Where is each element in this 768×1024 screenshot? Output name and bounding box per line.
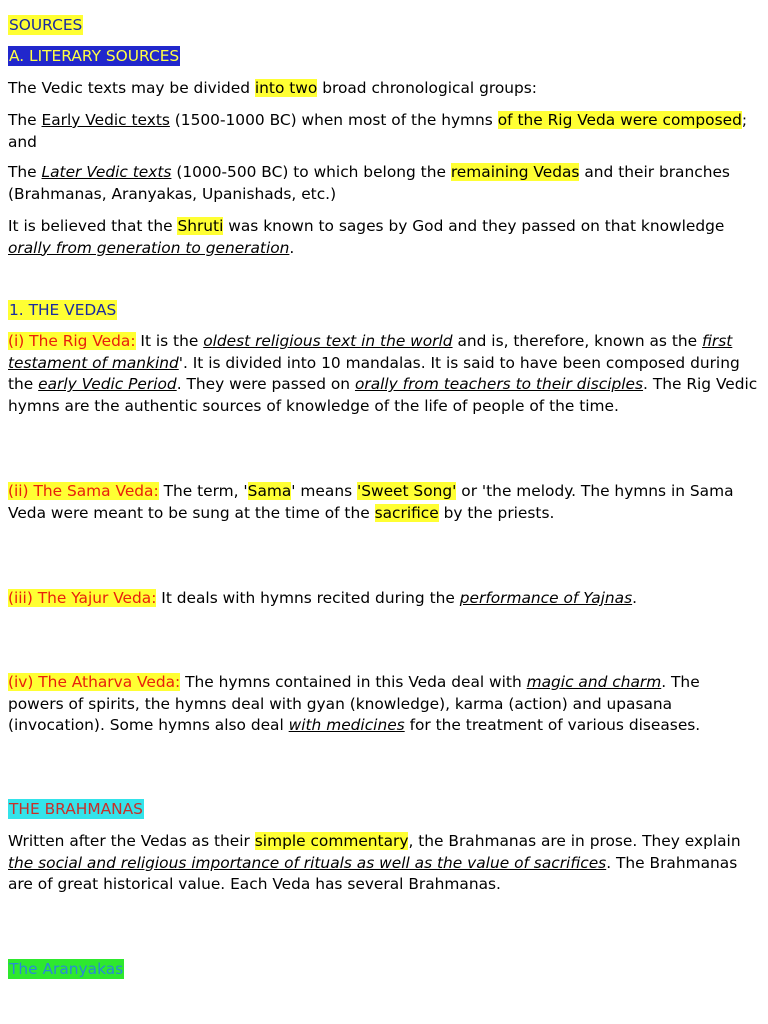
rig-veda-paragraph bbox=[8, 331, 760, 417]
brahmanas-text-end: . The Brahmanas are of great historical value. Each Veda has several Brahmanas. bbox=[8, 853, 738, 894]
the-brahmanas-heading: THE BRAHMANAS bbox=[9, 800, 143, 818]
yajur-text-end: . bbox=[632, 589, 638, 607]
rig-veda-label: (i) The Rig Veda: bbox=[8, 332, 136, 350]
later-text-end: and their branches (Brahmanas, Aranyakas, Upanishads, etc.) bbox=[8, 163, 730, 203]
shruti-text: It is believed that the bbox=[8, 217, 178, 235]
later-vedic-texts-term: Later Vedic texts bbox=[41, 163, 172, 181]
highlight-sacrifice: sacrifice bbox=[374, 503, 439, 522]
sama-text: The term, ' bbox=[158, 482, 248, 500]
rig-text-c: '. It is divided into 10 mandalas. It is said to have been composed during the bbox=[8, 353, 740, 394]
shruti-text-mid: was known to sages by God and they passed on that knowledge bbox=[223, 217, 725, 235]
highlight-remaining-vedas: remaining Vedas bbox=[450, 163, 580, 181]
atharva-veda-paragraph bbox=[8, 672, 760, 737]
literary-heading-row bbox=[8, 46, 760, 68]
rig-text-b: and is, therefore, known as the bbox=[452, 332, 702, 350]
the-aranyakas-heading: The Aranyakas bbox=[9, 960, 124, 978]
early-text: The bbox=[8, 111, 42, 129]
highlight-sweet-song: 'Sweet Song' bbox=[356, 482, 457, 500]
brahmanas-paragraph bbox=[8, 831, 760, 896]
highlight-rig-veda-composed: of the Rig Veda were composed bbox=[497, 111, 742, 129]
atharva-text-end: for the treatment of various diseases. bbox=[404, 716, 701, 735]
orally-teachers-term: orally from teachers to their disciples bbox=[354, 375, 644, 394]
shruti-paragraph bbox=[8, 216, 760, 259]
yajur-veda-paragraph bbox=[8, 588, 760, 610]
brahmanas-text-b: , the Brahmanas are in prose. They explain bbox=[408, 832, 741, 850]
aranyakas-heading-row bbox=[8, 959, 760, 981]
highlight-simple-commentary: simple commentary bbox=[254, 832, 409, 850]
rig-text: It is the bbox=[135, 332, 204, 350]
early-text-end: ; and bbox=[8, 111, 748, 151]
atharva-text-b: . The powers of spirits, the hymns deal with gyan (knowledge), karma (action) and upasana (invocation). Some hymns also deal bbox=[8, 673, 700, 735]
rig-text-end: . The Rig Vedic hymns are the authentic sources of knowledge of the life of people of the time. bbox=[8, 375, 758, 415]
early-text-mid: (1500-1000 BC) when most of the hymns bbox=[169, 111, 498, 129]
shruti-text-end: . bbox=[289, 238, 295, 257]
highlight-shruti: Shruti bbox=[177, 217, 224, 235]
later-vedic-paragraph bbox=[8, 162, 760, 205]
later-text: The bbox=[8, 163, 42, 181]
sama-text-end: by the priests. bbox=[438, 503, 555, 522]
vedas-heading-row bbox=[8, 300, 760, 322]
sama-text-c: or 'the melody. The hymns in Sama Veda were meant to be sung at the time of the bbox=[8, 482, 734, 522]
brahmanas-heading-row bbox=[8, 799, 760, 821]
sama-text-b: ' means bbox=[291, 482, 357, 500]
yajur-text: It deals with hymns recited during the bbox=[156, 589, 460, 607]
social-religious-importance-term: the social and religious importance of rituals as well as the value of sacrifices bbox=[8, 853, 607, 872]
intro-paragraph bbox=[8, 78, 760, 100]
early-vedic-period-term: early Vedic Period bbox=[38, 375, 177, 394]
sama-veda-label: (ii) The Sama Veda: bbox=[8, 482, 159, 500]
early-vedic-texts-term: Early Vedic texts bbox=[41, 111, 170, 129]
oldest-religious-text-term: oldest religious text in the world bbox=[203, 332, 453, 350]
literary-sources-heading: A. LITERARY SOURCES bbox=[9, 47, 180, 65]
rig-text-d: . They were passed on bbox=[176, 375, 355, 394]
performance-of-yajnas-term: performance of Yajnas bbox=[459, 589, 633, 607]
yajur-veda-label: (iii) The Yajur Veda: bbox=[8, 589, 157, 607]
brahmanas-text: Written after the Vedas as their bbox=[8, 832, 255, 850]
later-text-mid: (1000-500 BC) to which belong the bbox=[171, 163, 451, 181]
sama-veda-paragraph bbox=[8, 481, 760, 524]
first-testament-term: first testament of mankind bbox=[8, 332, 733, 372]
early-vedic-paragraph bbox=[8, 110, 760, 153]
atharva-text: The hymns contained in this Veda deal with bbox=[180, 673, 527, 691]
highlight-into-two: into two bbox=[254, 79, 318, 97]
sources-heading-row bbox=[8, 15, 760, 37]
highlight-sama: Sama bbox=[247, 482, 292, 500]
atharva-veda-label: (iv) The Atharva Veda: bbox=[8, 673, 181, 691]
intro-text-end: broad chronological groups: bbox=[317, 79, 537, 97]
the-vedas-heading: 1. THE VEDAS bbox=[9, 301, 117, 319]
orally-generation-term: orally from generation to generation bbox=[8, 238, 290, 257]
sources-heading: SOURCES bbox=[9, 16, 83, 34]
intro-text: The Vedic texts may be divided bbox=[8, 79, 255, 97]
with-medicines-term: with medicines bbox=[288, 716, 405, 735]
magic-and-charm-term: magic and charm bbox=[526, 673, 662, 691]
